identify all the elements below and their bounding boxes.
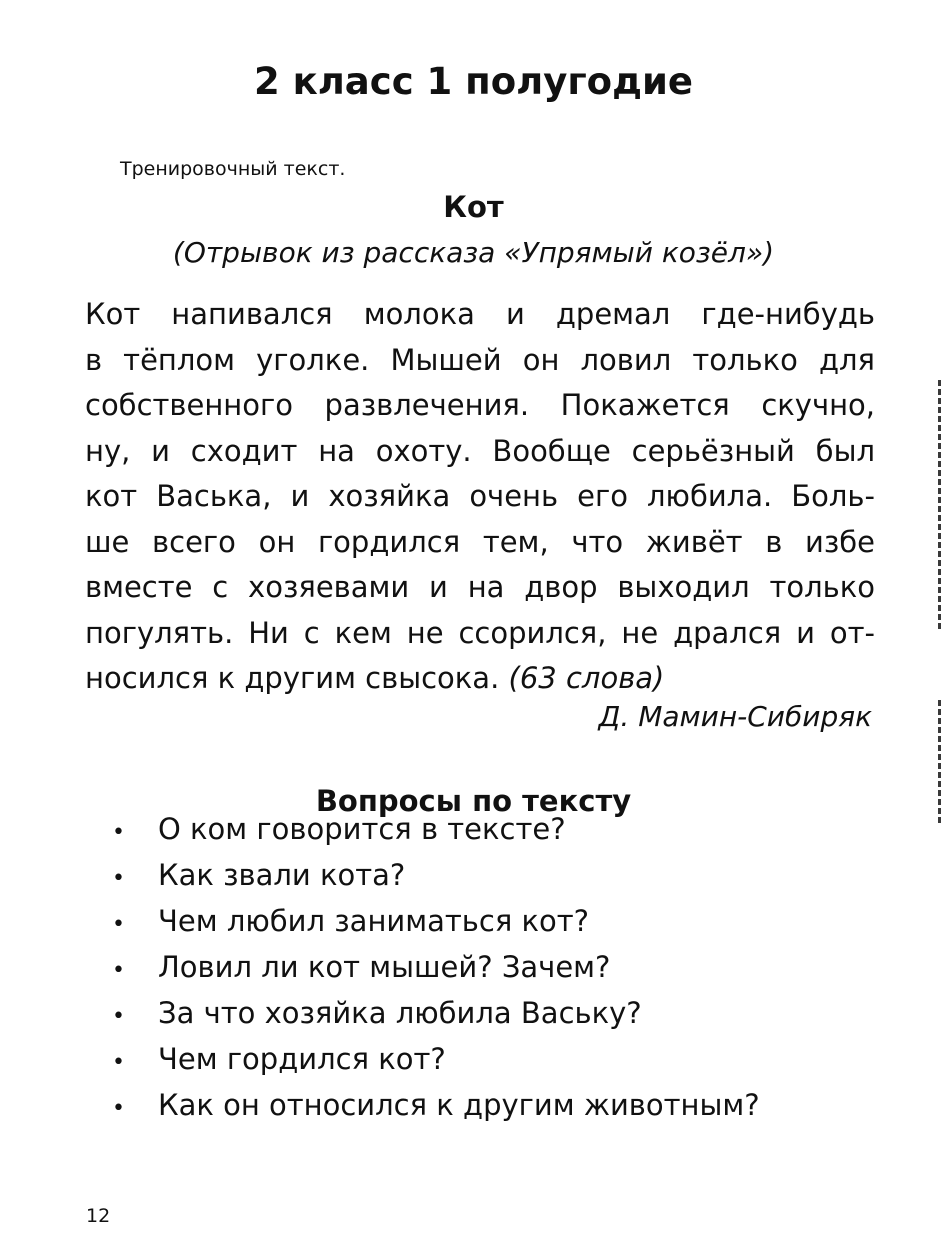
bullet-icon: •	[112, 1096, 125, 1121]
bullet-icon: •	[112, 912, 125, 937]
question-text: Как он относился к другим животным?	[158, 1088, 760, 1122]
question-item	[112, 806, 760, 852]
question-text: За что хозяйка любила Ваську?	[158, 996, 642, 1030]
questions-title: Вопросы по тексту	[315, 784, 632, 818]
story-last-line	[85, 656, 875, 702]
story-line: носился к другим свысока.	[85, 661, 500, 695]
question-text: Как звали кота?	[158, 858, 406, 892]
bullet-icon: •	[112, 1050, 125, 1075]
question-item	[112, 852, 760, 898]
story-line: погулять. Ни с кем не ссорился, не дрался и от-	[85, 615, 875, 650]
question-item	[112, 898, 760, 944]
story-line: ше всего он гордился тем, что живёт в избе	[85, 524, 875, 559]
question-item	[112, 1082, 760, 1128]
story-line: кот Васька, и хозяйка очень его любила. Боль-	[85, 479, 875, 513]
questions-list	[112, 806, 760, 1128]
scan-edge-mark	[938, 380, 941, 630]
question-text: Чем гордился кот?	[158, 1042, 446, 1076]
question-item	[112, 944, 760, 990]
question-text: Ловил ли кот мышей? Зачем?	[158, 950, 611, 984]
question-text: О ком говорится в тексте?	[158, 812, 566, 846]
story-line: в тёплом уголке. Мышей он ловил только для	[85, 342, 875, 377]
bullet-icon: •	[112, 820, 125, 845]
story-title: Кот	[443, 190, 504, 224]
question-item	[112, 990, 760, 1036]
story-line: собственного развлечения. Покажется скучно,	[85, 388, 875, 422]
bullet-icon: •	[112, 866, 125, 891]
question-item	[112, 1036, 760, 1082]
story-line: ну, и сходит на охоту. Вообще серьёзный был	[85, 433, 875, 468]
story-text	[85, 292, 875, 702]
story-line: Кот напивался молока и дремал где-нибудь	[85, 297, 875, 331]
word-count: (63 слова)	[508, 661, 665, 695]
question-text: Чем любил заниматься кот?	[158, 904, 590, 938]
story-line: вместе с хозяевами и на двор выходил только	[85, 570, 875, 604]
story-subtitle: (Отрывок из рассказа «Упрямый козёл»)	[172, 236, 775, 269]
scan-edge-mark	[938, 700, 941, 825]
bullet-icon: •	[112, 958, 125, 983]
training-text-label: Тренировочный текст.	[120, 158, 346, 180]
page-number: 12	[86, 1205, 111, 1227]
story-author: Д. Мамин-Сибиряк	[598, 700, 872, 733]
bullet-icon: •	[112, 1004, 125, 1029]
page-heading: 2 класс 1 полугодие	[253, 60, 694, 103]
